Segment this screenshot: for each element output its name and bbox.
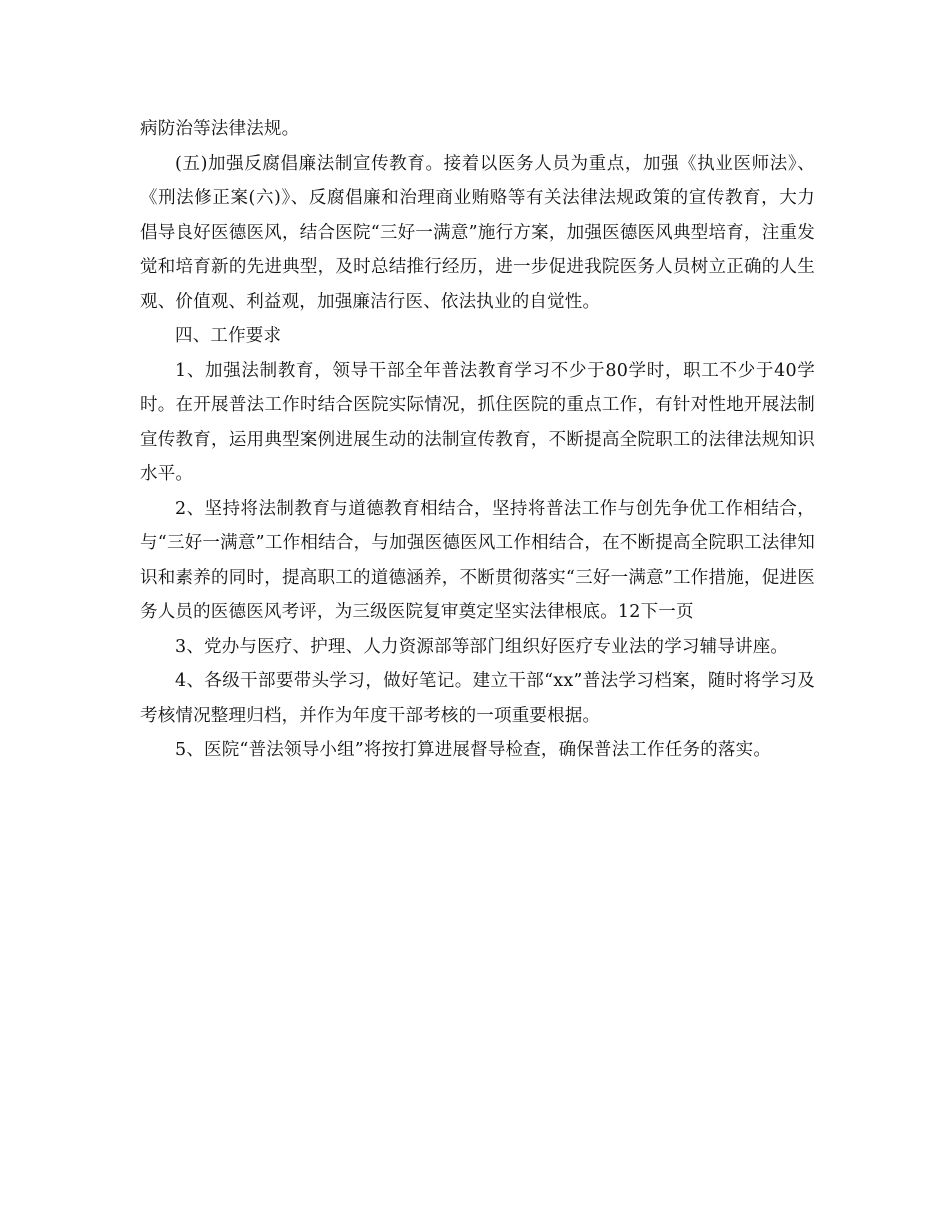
paragraph-continuation: 病防治等法律法规。 bbox=[140, 119, 300, 139]
section-heading-work-requirements: 四、工作要求 bbox=[175, 326, 282, 346]
paragraph-requirement-4: 4、各级干部要带头学习，做好笔记。建立干部“xx”普法学习档案，随时将学习及考核情况整理归档，并作为年度干部考核的一项重要根据。 bbox=[140, 671, 815, 726]
paragraph-requirement-1: 1、加强法制教育，领导干部全年普法教育学习不少于80学时，职工不少于40学时。在开展普法工作时结合医院实际情况，抓住医院的重点工作，有针对性地开展法制宣传教育，运用典型案例进展生动的法制宣传教育，不断提高全院职工的法律法规知识水平。 bbox=[140, 360, 815, 484]
paragraph-requirement-5: 5、医院“普法领导小组”将按打算进展督导检查，确保普法工作任务的落实。 bbox=[175, 740, 772, 760]
paragraph-requirement-3: 3、党办与医疗、护理、人力资源部等部门组织好医疗专业法的学习辅导讲座。 bbox=[175, 636, 789, 657]
paragraph-requirement-2: 2、坚持将法制教育与道德教育相结合，坚持将普法工作与创先争优工作相结合，与“三好一满意”工作相结合，与加强医德医风工作相结合，在不断提高全院职工法律知识和素养的同时，提高职工的道德涵养，不断贯彻落实“三好一满意”工作措施，促进医务人员的医德医风考评，为三级医院复审奠定坚实法律根底。12下一页 bbox=[140, 498, 815, 622]
paragraph-anticorruption-education: (五)加强反腐倡廉法制宣传教育。接着以医务人员为重点，加强《执业医师法》、《刑法修正案(六)》、反腐倡廉和治理商业贿赂等有关法律法规政策的宣传教育，大力倡导良好医德医风，结合医院“三好一满意”施行方案，加强医德医风典型培育，注重发觉和培育新的先进典型，及时总结推行经历，进一步促进我院医务人员树立正确的人生观、价值观、利益观，加强廉洁行医、依法执业的自觉性。 bbox=[140, 153, 815, 312]
document-body bbox=[140, 112, 815, 768]
